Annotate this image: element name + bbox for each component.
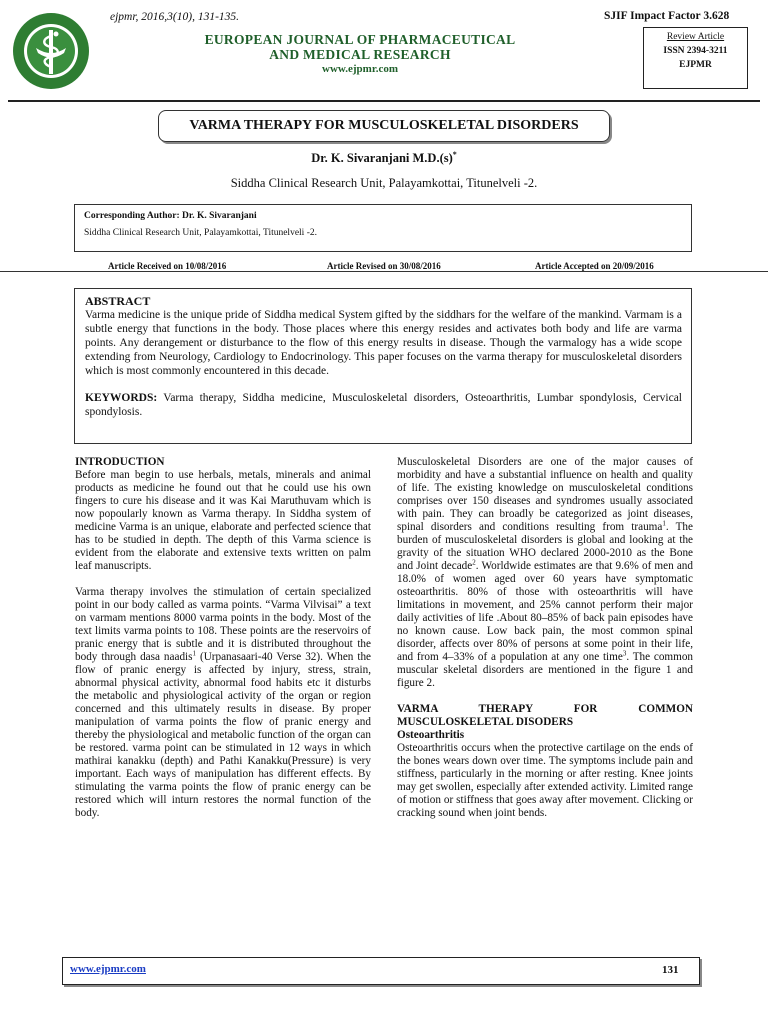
msd-text-a: Musculoskeletal Disorders are one of the major causes of morbidity and have a substantial influence on health and quality of life. The existing knowledge on musculoskeletal conditions comprises over 150 diseases and syndromes usually associated with pain. They can broadly be categorized as joint diseases, spinal disorders and conditions resulting from trauma <box>397 456 693 533</box>
section-heading-introduction: INTRODUCTION <box>75 456 165 468</box>
footer-url-link[interactable]: www.ejpmr.com <box>70 963 146 975</box>
dates-divider <box>0 271 768 272</box>
citation-ref: 3 <box>622 649 627 658</box>
intro-p2-text-b: (Urpanasaari-40 Verse 32). When the flow of pranic energy is affected by injury, stress, strain, abnormal physical activity, abnormal food habits etc it disturbs the metabolic and physiological activity of the organ or region concerned and this ultimately results in disease. By proper manipulation of varma points the flow of pranic energy and thereby the physiological and metabolic function of the organ can be restored. varma point can be stimulated in 12 ways in which mathirai kanakku (depth) and Pathi Kanakku(Pressure) is very important. Each ways of manipulation has different effects. By stimulating the varma points the flow of pranic energy can be restored which will inturn restores the normal function of the body. <box>75 651 372 819</box>
keywords-label: KEYWORDS: <box>85 392 158 404</box>
citation-ref: 1 <box>662 519 666 528</box>
intro-paragraph-2 <box>75 586 371 820</box>
author <box>0 151 768 166</box>
abstract-box <box>74 288 692 444</box>
article-title: VARMA THERAPY FOR MUSCULOSKELETAL DISORDERS <box>158 110 610 142</box>
abstract-heading: ABSTRACT <box>85 294 151 308</box>
msd-text-b: . The burden of musculoskeletal disorders is global and looking at the gravity of the situation WHO declared 2000-2010 as the Bone and Joint decade <box>397 521 693 572</box>
intro-paragraph-1: Before man begin to use herbals, metals, minerals and animal products as medicine he found out that he could use his own fingers to cure his disease and it was Kai Maruthuvam which is now popoularly known as Varma therapy. In Siddha system of medicine Varma is an unique, elaborate and perfected science that has to be studied in depth. The depth of this Varma science is evident from the elaborate and extensive texts written on palm leaf manuscripts. <box>75 469 371 572</box>
journal-name <box>150 32 570 77</box>
corresponding-author-box <box>74 204 692 252</box>
journal-url[interactable]: www.ejpmr.com <box>322 63 398 75</box>
subheading-osteoarthritis: Osteoarthritis <box>397 729 465 741</box>
citation: ejpmr, 2016,3(10), 131-135. <box>110 11 240 23</box>
author-mark: * <box>452 149 457 159</box>
issn: ISSN 2394-3211 <box>663 46 728 56</box>
article-info-box <box>643 27 748 89</box>
date-accepted: Article Accepted on 20/09/2016 <box>535 261 654 271</box>
date-revised: Article Revised on 30/08/2016 <box>327 261 441 271</box>
corresponding-heading: Corresponding Author: Dr. K. Sivaranjani <box>84 211 257 221</box>
journal-name-line1: EUROPEAN JOURNAL OF PHARMACEUTICAL <box>204 32 516 47</box>
left-column <box>75 456 371 820</box>
date-received: Article Received on 10/08/2016 <box>108 261 227 271</box>
corresponding-address: Siddha Clinical Research Unit, Palayamkottai, Titunelveli -2. <box>84 228 317 238</box>
msd-text-d: . The common muscular skeletal disorders are mentioned in the figure 1 and figure 2. <box>397 651 694 689</box>
keywords <box>85 391 682 419</box>
section-heading-varma-therapy: VARMA THERAPY FOR COMMON MUSCULOSKELETAL DISODERS <box>397 703 693 728</box>
osteoarthritis-paragraph: Osteoarthritis occurs when the protective cartilage on the ends of the bones wears down over time. The symptoms include pain and stiffness, particularly in the morning or after resting. Knee joints may get swollen, especially after extended activity. Limited range of motion or stiffness that goes away after movement. Clicking or cracking sound when joint bends. <box>397 742 693 819</box>
msd-text-c: . Worldwide estimates are that 9.6% of men and 18.0% of women aged over 60 years have symptomatic osteoarthritis. 80% of those with osteoarthritis will have limitations in movement, and 25% cannot perform their major daily activities of life .About 80–85% of back pain episodes have no known cause. Low back pain, the most common spinal disorder, affects over 80% of persons at some point in their life, and from 4–33% of a population at any one time <box>397 560 693 663</box>
right-column <box>397 456 693 820</box>
affiliation: Siddha Clinical Research Unit, Palayamkottai, Titunelveli -2. <box>230 176 538 190</box>
header-divider <box>8 100 760 102</box>
abstract-text: Varma medicine is the unique pride of Siddha medical System gifted by the siddhars for the welfare of the mankind. Varmam is a subtle energy that functions in the body. Those places where this energy resides and activates both body and life are varma points. Any derangement or disturbance to the flow of this energy results in disease. Though the varmalogy has a wide scope extending from Neurology, Cardiology to Endocrinology. This paper focuses on the varma therapy for musculoskeletal disorders which is most commonly encountered in this decade. <box>85 309 682 377</box>
author-name: Dr. K. Sivaranjani M.D.(s) <box>311 151 453 165</box>
page-number: 131 <box>662 964 679 976</box>
impact-factor: SJIF Impact Factor 3.628 <box>604 10 730 22</box>
keywords-text: Varma therapy, Siddha medicine, Musculoskeletal disorders, Osteoarthritis, Lumbar spondylosis, Cervical spondylosis. <box>85 392 682 418</box>
footer-box <box>62 957 700 985</box>
intro-p2-text-a: Varma therapy involves the stimulation of certain specialized point in our body called as varma points. “Varma Vilvisai” a text on varmam mentions 8000 varma points in the body. Most of the text limits varma points to 108. These points are the reservoirs of pranic energy that is subtle and it is distributed throughout the body through dasa naadis <box>75 586 371 663</box>
journal-logo <box>12 12 90 90</box>
citation-ref: 1 <box>192 649 197 658</box>
msd-paragraph <box>397 456 693 690</box>
article-type: Review Article <box>666 32 725 42</box>
citation-ref: 2 <box>472 558 476 567</box>
journal-name-line2: AND MEDICAL RESEARCH <box>269 47 451 62</box>
journal-code: EJPMR <box>679 60 712 70</box>
